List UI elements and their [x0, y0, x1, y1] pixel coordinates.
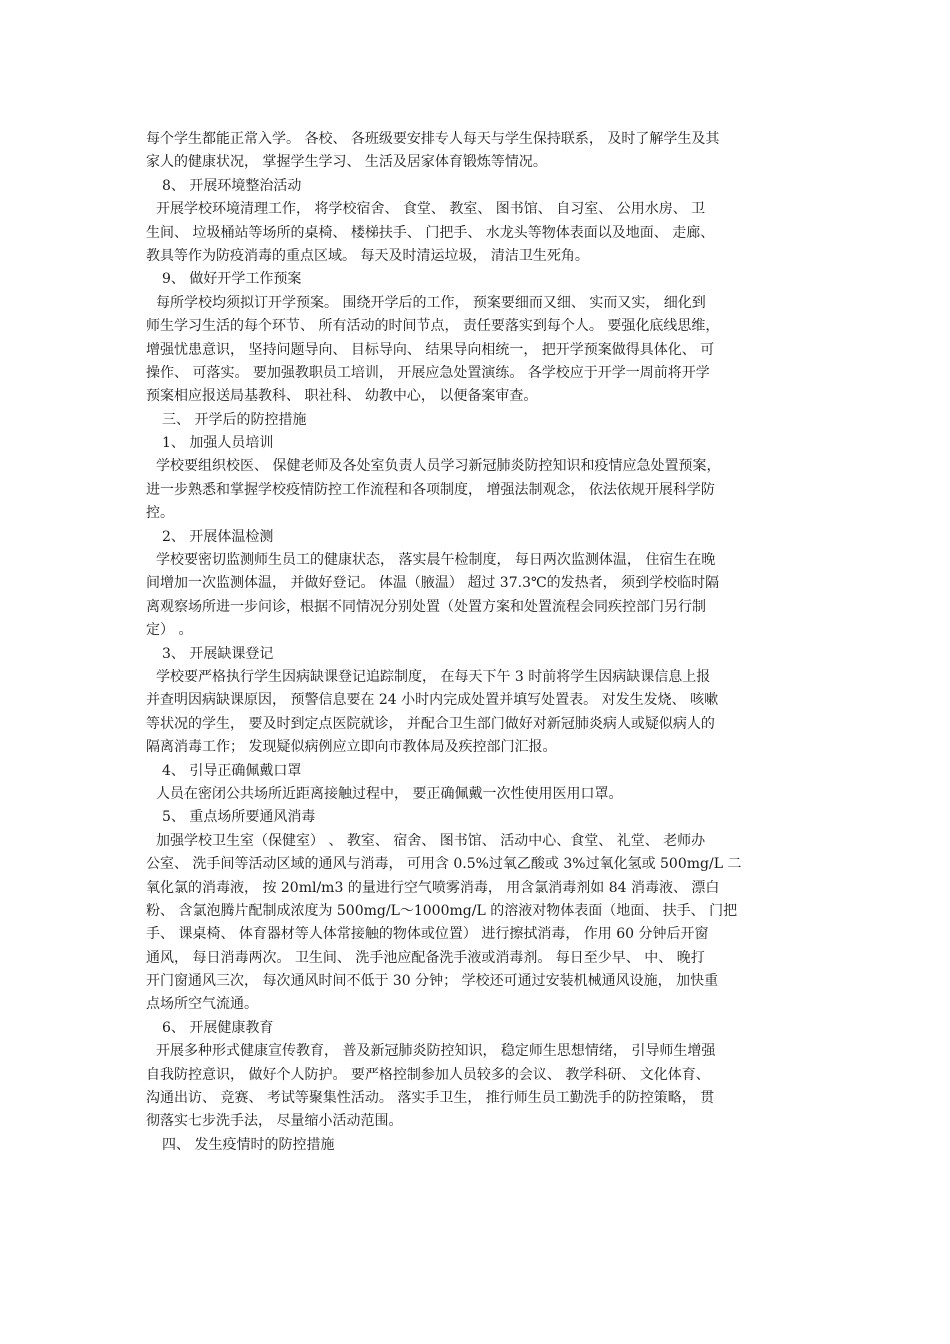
paragraph-line: 每所学校均须拟订开学预案。 围绕开学后的工作， 预案要细而又细、 实而又实， 细化到	[156, 294, 706, 311]
paragraph-line: 手、 课桌椅、 体育器材等人体常接触的物体或位置） 进行擦拭消毒， 作用 60 分钟后开窗	[146, 926, 709, 943]
document-page	[146, 128, 810, 1157]
paragraph-line: 通风， 每日消毒两次。 卫生间、 洗手池应配备洗手液或消毒剂。 每日至少早、 中、 晚打	[146, 949, 705, 966]
paragraph-line: 等状况的学生， 要及时到定点医院就诊， 并配合卫生部门做好对新冠肺炎病人或疑似病人的	[146, 715, 715, 732]
section-heading: 三、 开学后的防控措施	[162, 411, 307, 428]
paragraph-line: 开展多种形式健康宣传教育， 普及新冠肺炎防控知识， 稳定师生思想情绪， 引导师生增强	[156, 1043, 716, 1060]
paragraph-line: 自我防控意识， 做好个人防护。 要严格控制参加人员较多的会议、 教学科研、 文化体育、	[146, 1066, 710, 1083]
paragraph-line: 学校要组织校医、 保健老师及各处室负责人员学习新冠肺炎防控知识和疫情应急处置预案，	[156, 458, 721, 475]
paragraph-line: 开展学校环境清理工作， 将学校宿舍、 食堂、 教室、 图书馆、 自习室、 公用水房、 卫	[156, 201, 706, 218]
paragraph-line: 并查明因病缺课原因， 预警信息要在 24 小时内完成处置并填写处置表。 对发生发烧、 咳嗽	[146, 692, 719, 709]
paragraph-line: 开门窗通风三次， 每次通风时间不低于 30 分钟； 学校还可通过安装机械通风设施， 加快重	[146, 973, 719, 990]
paragraph-line: 公室、 洗手间等活动区域的通风与消毒， 可用含 0.5%过氧乙酸或 3%过氧化氢或 500mg/L 二	[146, 856, 742, 873]
paragraph-line: 进一步熟悉和掌握学校疫情防控工作流程和各项制度， 增强法制观念， 依法依规开展科学防	[146, 481, 715, 498]
paragraph-line: 隔离消毒工作； 发现疑似病例应立即向市教体局及疾控部门汇报。	[146, 739, 557, 756]
paragraph-line: 氧化氯的消毒液， 按 20ml/m3 的量进行空气喷雾消毒， 用含氯消毒剂如 84 消毒液、 漂白	[146, 879, 720, 896]
section-heading: 四、 发生疫情时的防控措施	[162, 1136, 335, 1153]
paragraph-line: 预案相应报送局基教科、 职社科、 幼教中心， 以便备案审查。	[146, 388, 538, 405]
paragraph-line: 生间、 垃圾桶站等场所的桌椅、 楼梯扶手、 门把手、 水龙头等物体表面以及地面、 走廊、	[146, 224, 715, 241]
paragraph-line: 操作、 可落实。 要加强教职员工培训， 开展应急处置演练。 各学校应于开学一周前将开学	[146, 364, 710, 381]
section-heading: 1、 加强人员培训	[162, 435, 274, 452]
section-heading: 3、 开展缺课登记	[162, 645, 274, 662]
paragraph-line: 点场所空气流通。	[146, 996, 258, 1013]
section-heading: 8、 开展环境整治活动	[162, 177, 302, 194]
section-heading: 9、 做好开学工作预案	[162, 271, 302, 288]
paragraph-line: 间增加一次监测体温， 并做好登记。 体温（腋温） 超过 37.3℃的发热者， 须到学校临时隔	[146, 575, 720, 592]
paragraph-line: 彻落实七步洗手法， 尽量缩小活动范围。	[146, 1113, 403, 1130]
paragraph-line: 粉、 含氯泡腾片配制成浓度为 500mg/L～1000mg/L 的溶液对物体表面（地面、 扶手、 门把	[146, 902, 738, 919]
paragraph-line: 学校要密切监测师生员工的健康状态， 落实晨午检制度， 每日两次监测体温， 住宿生在晚	[156, 552, 716, 569]
section-heading: 4、 引导正确佩戴口罩	[162, 762, 302, 779]
paragraph-line: 每个学生都能正常入学。 各校、 各班级要安排专人每天与学生保持联系， 及时了解学生及其	[146, 131, 720, 147]
paragraph-line: 控。	[146, 505, 174, 522]
section-heading: 2、 开展体温检测	[162, 528, 274, 545]
paragraph-line: 师生学习生活的每个环节、 所有活动的时间节点， 责任要落实到每个人。 要强化底线思维，	[146, 318, 720, 335]
paragraph-line: 人员在密闭公共场所近距离接触过程中， 要正确佩戴一次性使用医用口罩。	[156, 785, 623, 802]
paragraph-line: 教具等作为防疫消毒的重点区域。 每天及时清运垃圾， 清洁卫生死角。	[146, 247, 589, 264]
paragraph-line: 家人的健康状况， 掌握学生学习、 生活及居家体育锻炼等情况。	[146, 154, 547, 171]
paragraph-line: 学校要严格执行学生因病缺课登记追踪制度， 在每天下午 3 时前将学生因病缺课信息上报	[156, 668, 711, 685]
paragraph-line: 定） 。	[146, 622, 193, 639]
section-heading: 5、 重点场所要通风消毒	[162, 809, 316, 826]
paragraph-line: 离观察场所进一步问诊，根据不同情况分别处置（处置方案和处置流程会同疾控部门另行制	[146, 598, 706, 615]
paragraph-line: 加强学校卫生室（保健室） 、 教室、 宿舍、 图书馆、 活动中心、食堂、 礼堂、 老师办	[156, 832, 706, 849]
section-heading: 6、 开展健康教育	[162, 1019, 274, 1036]
paragraph-line: 沟通出访、 竞赛、 考试等聚集性活动。 落实手卫生， 推行师生员工勤洗手的防控策略， 贯	[146, 1090, 715, 1107]
paragraph-line: 增强忧患意识， 坚持问题导向、 目标导向、 结果导向相统一， 把开学预案做得具体化、 可	[146, 341, 715, 358]
